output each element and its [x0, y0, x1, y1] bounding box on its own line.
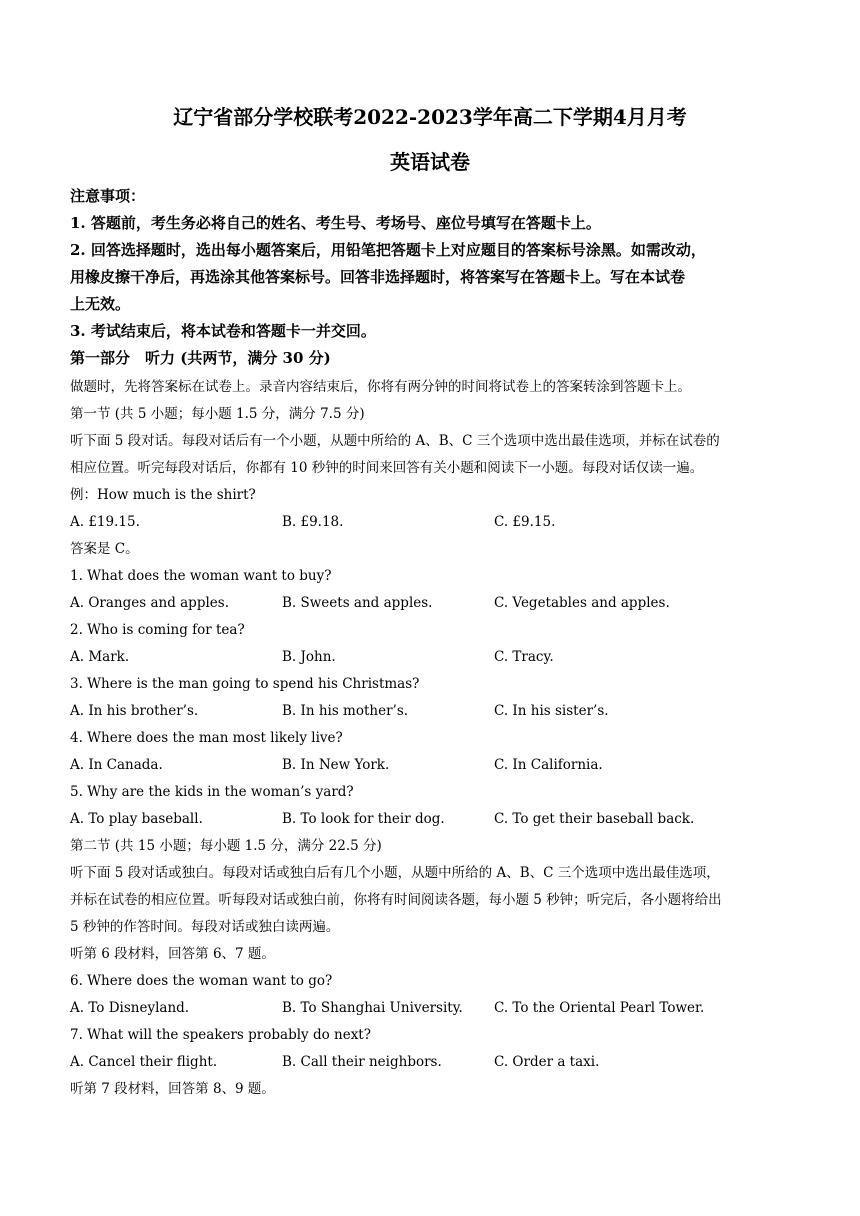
question-4-option-b: B. In New York.	[282, 757, 390, 773]
page-title: 辽宁省部分学校联考2022-2023学年高二下学期4月月考	[173, 105, 687, 129]
question-4: 4. Where does the man most likely live?	[70, 730, 343, 746]
question-7-option-b: B. Call their neighbors.	[282, 1054, 442, 1070]
question-7-option-a: A. Cancel their flight.	[70, 1054, 218, 1070]
section2-instruction-cont: 并标在试卷的相应位置。听每段对话或独白前，你将有时间阅读各题，每小题 5 秒钟；听完后，各小题将给出	[70, 892, 722, 908]
notice-heading: 注意事项：	[70, 187, 146, 205]
section2-instruction-end: 5 秒钟的作答时间。每段对话或独白读两遍。	[70, 919, 340, 935]
question-2-option-a: A. Mark.	[70, 649, 130, 665]
question-2: 2. Who is coming for tea?	[70, 622, 245, 638]
question-5-option-a: A. To play baseball.	[70, 811, 203, 827]
question-5: 5. Why are the kids in the woman’s yard?	[70, 784, 354, 800]
section1-instruction-cont: 相应位置。听完每段对话后，你都有 10 秒钟的时间来回答有关小题和阅读下一小题。每段对话仅读一遍。	[70, 460, 704, 476]
notice-item-2-end: 上无效。	[70, 295, 131, 313]
section2-instruction: 听下面 5 段对话或独白。每段对话或独白后有几个小题，从题中所给的 A、B、C 三个选项中选出最佳选项，	[70, 865, 720, 881]
question-7-option-c: C. Order a taxi.	[494, 1054, 600, 1070]
question-1-option-a: A. Oranges and apples.	[70, 595, 229, 611]
question-7: 7. What will the speakers probably do next?	[70, 1027, 371, 1043]
question-3-option-c: C. In his sister’s.	[494, 703, 609, 719]
question-3-option-b: B. In his mother’s.	[282, 703, 409, 719]
section1-heading: 第一节 (共 5 小题；每小题 1.5 分，满分 7.5 分)	[70, 406, 365, 422]
notice-item-2-cont: 用橡皮擦干净后，再选涂其他答案标号。回答非选择题时，将答案写在答题卡上。写在本试卷	[70, 268, 686, 286]
question-6-option-a: A. To Disneyland.	[70, 1000, 190, 1016]
example-question: 例：How much is the shirt?	[70, 487, 256, 503]
section2-heading: 第二节 (共 15 小题；每小题 1.5 分，满分 22.5 分)	[70, 838, 382, 854]
question-2-option-b: B. John.	[282, 649, 336, 665]
example-option-c: C. £9.15.	[494, 514, 556, 530]
question-6-option-c: C. To the Oriental Pearl Tower.	[494, 1000, 705, 1016]
question-5-option-c: C. To get their baseball back.	[494, 811, 695, 827]
question-2-option-c: C. Tracy.	[494, 649, 554, 665]
question-6-option-b: B. To Shanghai University.	[282, 1000, 463, 1016]
part1-instruction: 做题时，先将答案标在试卷上。录音内容结束后，你将有两分钟的时间将试卷上的答案转涂到答题卡上。	[70, 379, 691, 395]
question-1-option-b: B. Sweets and apples.	[282, 595, 433, 611]
question-3-option-a: A. In his brother’s.	[70, 703, 199, 719]
part1-heading: 第一部分 听力 (共两节，满分 30 分)	[70, 349, 331, 367]
question-3: 3. Where is the man going to spend his Christmas?	[70, 676, 420, 692]
question-4-option-c: C. In California.	[494, 757, 603, 773]
page-subtitle: 英语试卷	[390, 150, 470, 174]
material-6-label: 听第 6 段材料，回答第 6、7 题。	[70, 946, 275, 962]
question-1: 1. What does the woman want to buy?	[70, 568, 332, 584]
section1-instruction: 听下面 5 段对话。每段对话后有一个小题，从题中所给的 A、B、C 三个选项中选出最佳选项，并标在试卷的	[70, 433, 720, 449]
example-option-b: B. £9.18.	[282, 514, 344, 530]
material-7-label: 听第 7 段材料，回答第 8、9 题。	[70, 1081, 275, 1097]
notice-item-1: 1. 答题前，考生务必将自己的姓名、考生号、考场号、座位号填写在答题卡上。	[70, 214, 601, 232]
question-5-option-b: B. To look for their dog.	[282, 811, 445, 827]
notice-item-2: 2. 回答选择题时，选出每小题答案后，用铅笔把答题卡上对应题目的答案标号涂黑。如需改动，	[70, 241, 706, 259]
example-answer: 答案是 C。	[70, 541, 139, 557]
example-option-a: A. £19.15.	[70, 514, 140, 530]
question-6: 6. Where does the woman want to go?	[70, 973, 333, 989]
notice-item-3: 3. 考试结束后，将本试卷和答题卡一并交回。	[70, 322, 376, 340]
question-4-option-a: A. In Canada.	[70, 757, 163, 773]
question-1-option-c: C. Vegetables and apples.	[494, 595, 670, 611]
